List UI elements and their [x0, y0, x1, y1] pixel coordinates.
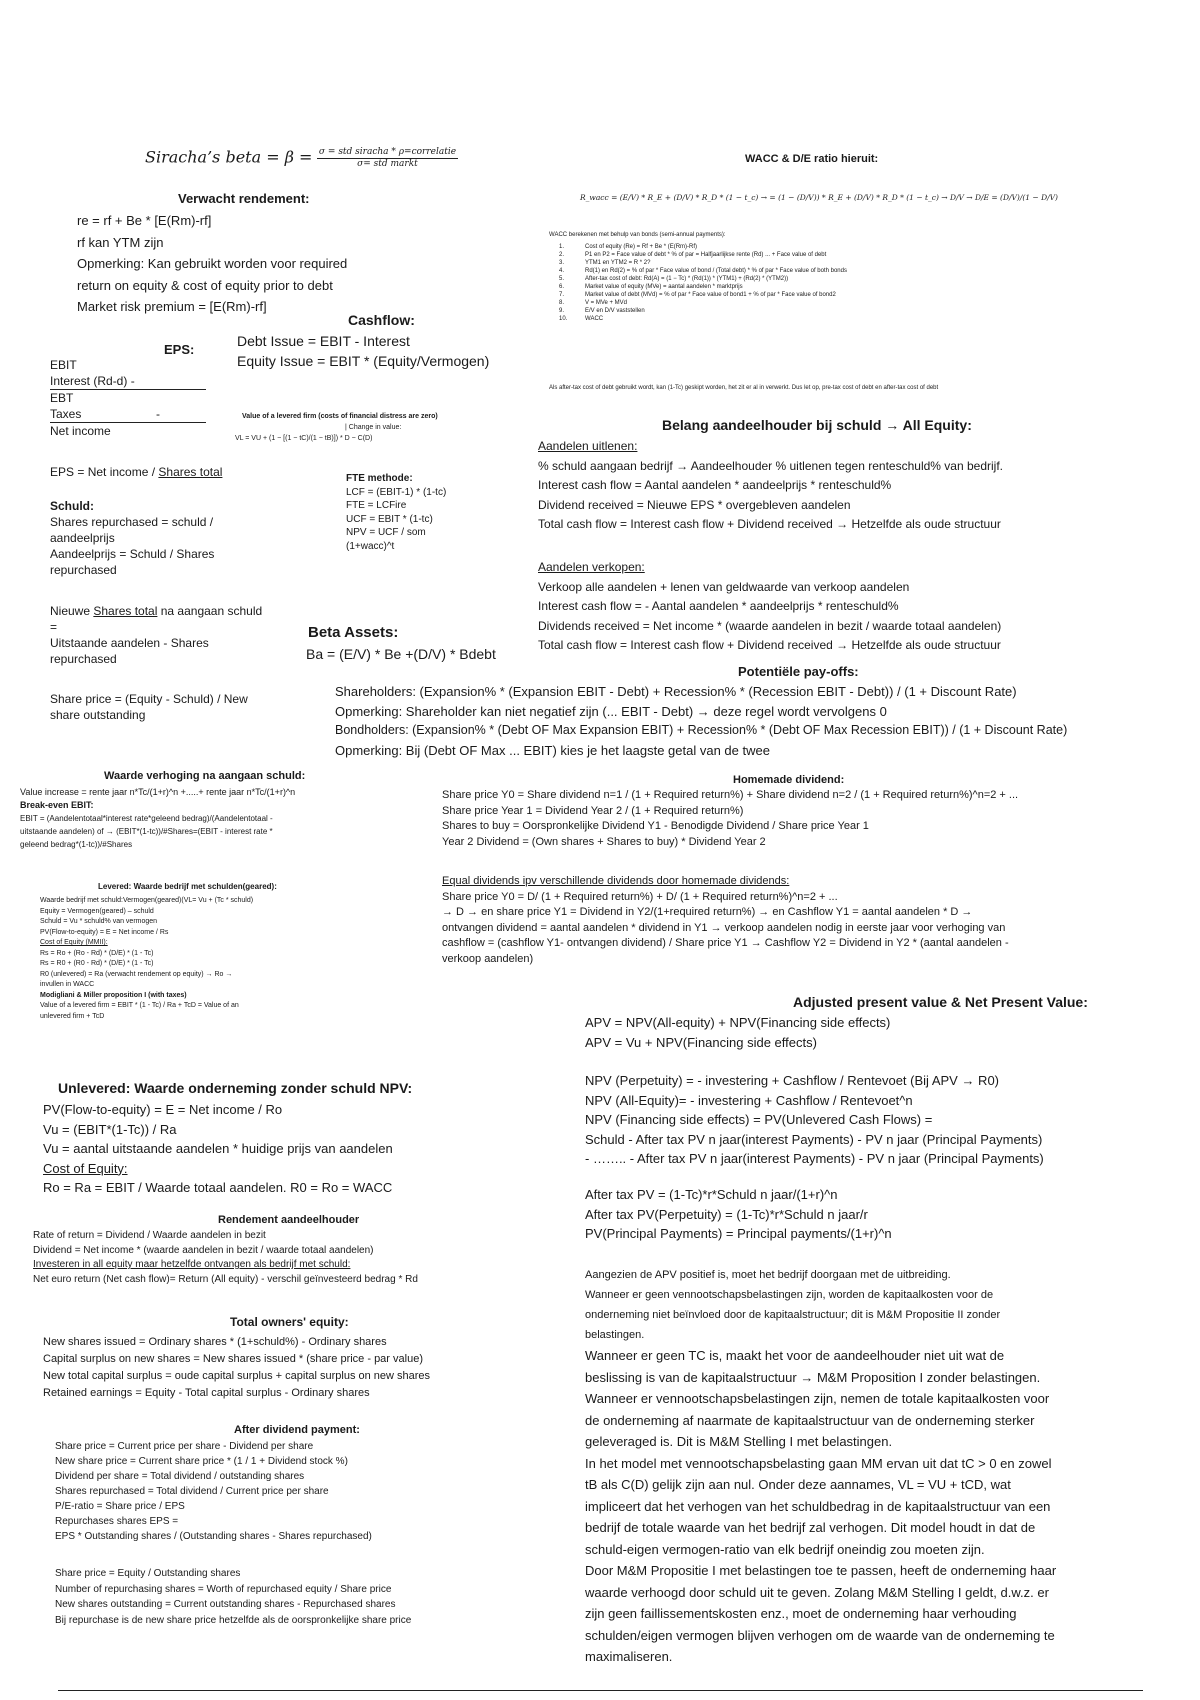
investeren-line: Net euro return (Net cash flow)= Return (All equity) - verschil geïnvesteerd bedrag * Rd	[33, 1273, 418, 1285]
afterdiv-line: Share price = Current price per share - Dividend per share	[55, 1441, 314, 1452]
apv-big-line: In het model met vennootschapsbelasting gaan MM ervan uit dat tC > 0 en zowel	[585, 1455, 1052, 1471]
schuld-title: Schuld:	[50, 499, 94, 513]
levered-line: Waarde bedrijf met schuld:Vermogen(geared)(VL= Vu + (Tc * schuld)	[40, 897, 254, 904]
owners-line: New shares issued = Ordinary shares * (1+schuld%) - Ordinary shares	[43, 1336, 387, 1348]
verwacht-title: Verwacht rendement:	[178, 191, 310, 206]
homemade-line: Share price Y0 = Share dividend n=1 / (1 + Required return%) + Share dividend n=2 / (1 + Required return%)^n=2 + ...	[442, 789, 1019, 801]
wacc-intro: WACC berekenen met behulp van bonds (semi-annual payments):	[549, 232, 726, 238]
apv-body-2	[585, 1071, 1044, 1169]
apv-big-line: zijn geen faillissementskosten enz., moet de onderneming haar verhouding	[585, 1606, 1017, 1621]
beta-lhs: Siracha’s beta = β =	[145, 147, 313, 167]
eps-minus: -	[156, 407, 160, 421]
verwacht-line: re = rf + Be * [E(Rm)-rf]	[77, 213, 212, 228]
afterdiv-line: Shares repurchased = Total dividend / Current price per share	[55, 1486, 329, 1497]
schuld-nieuwe-shares: Shares total	[93, 604, 158, 618]
apv-body-1	[585, 1013, 890, 1052]
cashflow-body	[237, 331, 489, 371]
uitlenen-line: Dividend received = Nieuwe EPS * overgebleven aandelen	[538, 497, 851, 512]
levered-firm-sub: | Change in value:	[345, 424, 402, 431]
apv-line: APV = Vu + NPV(Financing side effects)	[585, 1034, 817, 1050]
eps-row: EBT	[50, 391, 74, 405]
beta-fraction	[317, 147, 458, 170]
afterdiv-line: New share price = Current share price * (1 / 1 + Dividend stock %)	[55, 1456, 348, 1467]
npv-line: Schuld - After tax PV n jaar(interest Payments) - PV n jaar (Principal Payments)	[585, 1131, 1043, 1147]
apv-small-line: Aangezien de APV positief is, moet het bedrijf doorgaan met de uitbreiding.	[585, 1269, 951, 1281]
apv-big-line: schuld-eigen vermogen-ratio van elk bedrijf oneindig zou moeten zijn.	[585, 1541, 985, 1557]
cashflow-line: Debt Issue = EBIT - Interest	[237, 333, 410, 349]
levered-line: Equity = Vermogen(geared) – schuld	[40, 907, 154, 915]
eps-formula-text: EPS = Net income /	[50, 465, 159, 479]
afterdiv-body	[55, 1439, 372, 1544]
after-tax-line: PV(Principal Payments) = Principal payments/(1+r)^n	[585, 1226, 892, 1241]
homemade-title: Homemade dividend:	[733, 774, 845, 786]
verkopen-line: Total cash flow = Interest cash flow + Dividend received → Hetzelfde als oude structuur	[538, 638, 1001, 652]
wacc-title: WACC & D/E ratio hieruit:	[745, 153, 879, 165]
schuld-nieuwe-a: Nieuwe	[50, 604, 94, 618]
coe-line: Rs = R0 + (R0 - Rd) * (D/E) * (1 - Tc)	[40, 960, 154, 967]
afterdiv-body-2	[55, 1566, 411, 1628]
fte-line: (1+wacc)^t	[346, 540, 395, 552]
apv-big-line: Door M&M Propositie I met belastingen toe te passen, heeft de onderneming haar	[585, 1563, 1057, 1578]
share-price-line: share outstanding	[50, 708, 146, 722]
apv-big-line: de onderneming af naarmate de kapitaalstructuur van de onderneming sterker	[585, 1412, 1035, 1428]
beta-numerator: σ = std siracha * ρ=correlatie	[318, 147, 457, 157]
after-tax-line: After tax PV(Perpetuity) = (1-Tc)*r*Schuld n jaar/r	[585, 1206, 868, 1222]
break-even-line: geleend bedrag*(1-tc))/#Shares	[20, 840, 133, 849]
homemade-body	[442, 788, 1018, 850]
apv-big-line: schulden/eigen vermogen blijven verhogen om de waarde van de onderneming te	[585, 1627, 1055, 1643]
apv-big-line: tB als C(D) gelijk zijn aan nul. Onder deze aannames, VL = VU + tCD, wat	[585, 1477, 1011, 1492]
waarde-body	[20, 786, 295, 851]
eps-formula	[50, 465, 222, 480]
levered-geared-body	[40, 896, 253, 1022]
wacc-step: 7. Market value of debt (MVd) = % of par * Face value of bond1 + % of par * Face value of bond2	[559, 292, 836, 298]
unlevered-coe-title: Cost of Equity:	[43, 1160, 128, 1176]
rendement-line: Dividend = Net income * (waarde aandelen in bezit / waarde totaal aandelen)	[33, 1244, 374, 1256]
payoffs-body	[335, 682, 1067, 760]
afterdiv-line: Share price = Equity / Outstanding shares	[55, 1568, 241, 1579]
payoff-line: Opmerking: Shareholder kan niet negatief zijn (... EBIT - Debt) → deze regel wordt vervolgens 0	[335, 703, 887, 719]
wacc-step: 4. Rd(1) en Rd(2) = % of par * Face value of bond / (Total debt) * % of par * Face value of both bonds	[559, 268, 847, 274]
npv-line: NPV (Financing side effects) = PV(Unlevered Cash Flows) =	[585, 1112, 933, 1127]
wacc-step: 1. Cost of equity (Re) = Rf + Be * (E(Rm)-Rf)	[559, 244, 698, 250]
coe-line: invullen in WACC	[40, 981, 95, 988]
verkopen-line: Interest cash flow = - Aantal aandelen * aandeelprijs * renteschuld%	[538, 599, 899, 613]
eps-title: EPS:	[164, 342, 195, 357]
fte-title: FTE methode:	[346, 473, 413, 484]
owners-line: Capital surplus on new shares = New shares issued * (share price - par value)	[43, 1353, 423, 1365]
apv-big-line: waarde verhoogd door schuld uit te geven. Zolang M&M Stelling I geldt, d.w.z. er	[585, 1584, 1049, 1600]
siracha-beta-formula	[145, 147, 458, 170]
after-tax-line: After tax PV = (1-Tc)*r*Schuld n jaar/(1+r)^n	[585, 1187, 838, 1202]
apv-big-line: maximaliseren.	[585, 1649, 673, 1664]
schuld-line: Aandeelprijs = Schuld / Shares	[50, 547, 215, 561]
afterdiv-line: EPS * Outstanding shares / (Outstanding shares - Shares repurchased)	[55, 1531, 372, 1542]
verwacht-line: Opmerking: Kan gebruikt worden voor required	[77, 256, 348, 271]
apv-big-line: Wanneer er vennootschapsbelastingen zijn, nemen de totale kapitaalkosten voor	[585, 1391, 1050, 1406]
eps-row-taxes	[50, 406, 206, 423]
uitlenen-title: Aandelen uitlenen:	[538, 439, 638, 453]
unlevered-body	[43, 1100, 393, 1198]
owners-title: Total owners' equity:	[230, 1315, 349, 1329]
afterdiv-line: Number of repurchasing shares = Worth of repurchased equity / Share price	[55, 1583, 392, 1595]
fte-block	[346, 472, 446, 553]
uitlenen-line: Interest cash flow = Aantal aandelen * aandeelprijs * renteschuld%	[538, 478, 892, 492]
verkopen-line: Verkoop alle aandelen + lenen van geldwaarde van verkoop aandelen	[538, 579, 910, 594]
apv-small-line: onderneming niet beïnvloed door de kapitaalstructuur; dit is M&M Propositie II zonder	[585, 1309, 1001, 1321]
afterdiv-line: Repurchases shares EPS =	[55, 1516, 179, 1527]
mm-title: Modigliani & Miller proposition I (with taxes)	[40, 991, 187, 999]
waarde-title: Waarde verhoging na aangaan schuld:	[104, 770, 306, 782]
page-bottom-rule	[58, 1690, 1143, 1691]
coe-mm-title: Cost of Equity (MMII):	[40, 939, 108, 946]
apv-small-line: Wanneer er geen vennootschapsbelastingen zijn, worden de kapitaalkosten voor de	[585, 1289, 994, 1301]
rendement-body	[33, 1229, 418, 1287]
apv-body-3	[585, 1185, 892, 1244]
apv-big-text	[585, 1345, 1056, 1668]
coe-line: Rs = Ro + (Ro - Rd) * (D/E) * (1 - Tc)	[40, 949, 154, 957]
verwacht-line: return on equity & cost of equity prior to debt	[77, 277, 333, 293]
eps-row-label: Taxes	[50, 407, 82, 421]
apv-big-line: geleveraged is. Dit is M&M Stelling I met belastingen.	[585, 1434, 893, 1449]
unlevered-coe: Ro = Ra = EBIT / Waarde totaal aandelen. R0 = Ro = WACC	[43, 1180, 393, 1195]
owners-body	[43, 1334, 430, 1402]
apv-small-line: belastingen.	[585, 1329, 645, 1341]
coe-line: R0 (unlevered) = Ra (verwacht rendement op equity) → Ro →	[40, 970, 233, 978]
belang-verkopen	[538, 558, 1001, 656]
levered-geared-title: Levered: Waarde bedrijf met schulden(geared):	[98, 882, 277, 891]
apv-big-line: Wanneer er geen TC is, maakt het voor de aandeelhouder niet uit wat de	[585, 1348, 1005, 1363]
verwacht-body	[77, 210, 347, 318]
unlevered-title: Unlevered: Waarde onderneming zonder schuld NPV:	[58, 1080, 413, 1096]
wacc-steps	[559, 243, 1079, 323]
cashflow-line: Equity Issue = EBIT * (Equity/Vermogen)	[237, 353, 490, 369]
fte-line: NPV = UCF / som	[346, 527, 426, 538]
investeren-title: Investeren in all equity maar hetzelfde ontvangen als bedrijf met schuld:	[33, 1259, 351, 1270]
rendement-line: Rate of return = Dividend / Waarde aandelen in bezit	[33, 1230, 266, 1241]
schuld-block	[50, 498, 310, 578]
npv-line: NPV (All-Equity)= - investering + Cashflow / Rentevoet^n	[585, 1092, 913, 1108]
beta-assets-formula: Ba = (E/V) * Be +(D/V) * Bdebt	[306, 646, 496, 662]
eps-row: Interest (Rd-d) -	[50, 373, 206, 390]
equal-line: Share price Y0 = D/ (1 + Required return%) + D/ (1 + Required return%)^n=2 + ...	[442, 890, 838, 903]
payoffs-title: Potentiële pay-offs:	[738, 664, 859, 679]
equal-line: → D → en share price Y1 = Dividend in Y2/(1+required return%) → en Cashflow Y1 = aantal aandelen * D →	[442, 906, 973, 918]
afterdiv-line: Dividend per share = Total dividend / outstanding shares	[55, 1471, 305, 1482]
homemade-line: Year 2 Dividend = (Own shares + Shares to buy) * Dividend Year 2	[442, 835, 766, 848]
schuld-nieuwe-c: na aangaan schuld	[157, 604, 263, 618]
levered-line: PV(Flow-to-equity) = E = Net income / Rs	[40, 928, 169, 936]
schuld-line: Shares repurchased = schuld /	[50, 515, 214, 529]
apv-line: APV = NPV(All-equity) + NPV(Financing side effects)	[585, 1015, 891, 1030]
owners-line: Retained earnings = Equity - Total capital surplus - Ordinary shares	[43, 1387, 370, 1399]
levered-firm-title: Value of a levered firm (costs of financial distress are zero)	[242, 413, 438, 420]
wacc-step: 8. V = MVe + MVd	[559, 300, 628, 306]
apv-big-line: bedrijf de totale waarde van het bedrijf zal verhogen. Dit model houdt in dat de	[585, 1520, 1036, 1535]
mm-line: unlevered firm + TcD	[40, 1012, 105, 1020]
schuld-uitstaande: Uitstaande aandelen - Shares	[50, 636, 209, 650]
equal-title: Equal dividends ipv verschillende dividends door homemade dividends:	[442, 875, 790, 887]
apv-big-line: beslissing is van de kapitaalstructuur → M&M Proposition I zonder belastingen.	[585, 1369, 1041, 1385]
schuld-share-price	[50, 691, 248, 723]
npv-line: - …….. - After tax PV n jaar(interest Payments) - PV n jaar (Principal Payments)	[585, 1151, 1044, 1166]
wacc-formula: R_wacc = (E/V) * R_E + (D/V) * R_D * (1 − t_c) → = (1 − (D/V)) * R_E + (D/V) * R_D * (1 − t_c) → D/V → D/E = (D/V)/(1 − D/V)	[580, 193, 1058, 202]
break-even-line: uitstaande aandelen) of → (EBIT*(1-tc))/#Shares=(EBIT - interest rate *	[20, 827, 273, 836]
eps-row: EBIT	[50, 358, 77, 372]
rendement-title: Rendement aandeelhouder	[218, 1214, 360, 1226]
payoff-line: Opmerking: Bij (Debt OF Max ... EBIT) kies je het laagste getal van de twee	[335, 742, 770, 758]
owners-line: New total capital surplus = oude capital surplus + capital surplus on new shares	[43, 1370, 431, 1382]
verwacht-line: Market risk premium = [E(Rm)-rf]	[77, 299, 267, 314]
equal-line: ontvangen dividend = aantal aandelen * dividend in Y1 → verkoop aandelen nodig in eerste jaar voor verhoging van	[442, 921, 1006, 934]
wacc-note: Als after-tax cost of debt gebruikt wordt, kan (1-Tc) geskipt worden, het zit er al in verwerkt. Dus let op, pre-tax cost of debt en after-tax cost of debt	[549, 385, 939, 391]
verwacht-line: rf kan YTM zijn	[77, 234, 164, 250]
belang-uitlenen	[538, 437, 1003, 535]
schuld-line: repurchased	[50, 563, 117, 577]
wacc-step: 6. Market value of equity (MVe) = aantal aandelen * marktprijs	[559, 284, 743, 290]
wacc-step: 9. E/V en D/V vaststellen	[559, 308, 645, 314]
homemade-line: Share price Year 1 = Dividend Year 2 / (1 + Required return%)	[442, 804, 744, 817]
eps-formula-shares: Shares total	[158, 465, 223, 479]
mm-line: Value of a levered firm = EBIT * (1 - Tc) / Ra + TcD = Value of an	[40, 1002, 239, 1009]
schuld-nieuwe	[50, 603, 262, 667]
payoff-line: Bondholders: (Expansion% * (Debt OF Max Expansion EBIT) + Recession% * (Debt OF Max Recession EBIT)) / (1 + Discount Rate)	[335, 723, 1068, 737]
waarde-line: Value increase = rente jaar n*Tc/(1+r)^n +.....+ rente jaar n*Tc/(1+r)^n	[20, 787, 296, 797]
cashflow-title: Cashflow:	[348, 312, 415, 328]
verkopen-title: Aandelen verkopen:	[538, 560, 645, 574]
fte-line: LCF = (EBIT-1) * (1-tc)	[346, 486, 447, 498]
belang-title: Belang aandeelhouder bij schuld → All Equity:	[662, 417, 972, 433]
beta-denominator: σ= std markt	[357, 159, 418, 169]
share-price-line: Share price = (Equity - Schuld) / New	[50, 692, 248, 706]
beta-assets-title: Beta Assets:	[308, 624, 399, 641]
afterdiv-line: New shares outstanding = Current outstanding shares - Repurchased shares	[55, 1599, 396, 1610]
fte-line: UCF = EBIT * (1-tc)	[346, 513, 433, 525]
apv-big-line: impliceert dat het verhogen van het schuldbedrag in de kapitaalstructuur van een	[585, 1498, 1051, 1514]
schuld-eq: =	[50, 620, 58, 634]
unlevered-line: PV(Flow-to-equity) = E = Net income / Ro	[43, 1102, 283, 1117]
equal-line: verkoop aandelen)	[442, 952, 534, 965]
afterdiv-title: After dividend payment:	[234, 1424, 360, 1436]
equal-dividends	[442, 874, 1009, 967]
levered-firm-formula: VL = VU + (1 − [(1 − tC)/(1 − tB)]) * D − C(D)	[235, 435, 373, 442]
schuld-uitstaande: repurchased	[50, 652, 117, 666]
unlevered-line: Vu = (EBIT*(1-Tc)) / Ra	[43, 1121, 177, 1137]
wacc-step: 10. WACC	[559, 316, 604, 322]
wacc-step: 3. YTM1 en YTM2 = R * 2?	[559, 260, 651, 266]
schuld-line: aandeelprijs	[50, 531, 115, 545]
equal-line: cashflow = (cashflow Y1- ontvangen dividend) / Share price Y1 → Cashflow Y2 = Dividend in Y2 * (aantal aandelen -	[442, 937, 1009, 949]
payoff-line: Shareholders: (Expansion% * (Expansion EBIT - Debt) + Recession% * (Recession EBIT - Debt)) / (1 + Discount Rate)	[335, 684, 1017, 699]
afterdiv-line: Bij repurchase is de new share price hetzelfde als de oorspronkelijke share price	[55, 1614, 412, 1626]
fte-line: FTE = LCFire	[346, 500, 407, 511]
afterdiv-line: P/E-ratio = Share price / EPS	[55, 1501, 185, 1512]
homemade-line: Shares to buy = Oorspronkelijke Dividend Y1 - Benodigde Dividend / Share price Year 1	[442, 820, 869, 832]
npv-line: NPV (Perpetuity) = - investering + Cashflow / Rentevoet (Bij APV → R0)	[585, 1073, 1000, 1088]
verkopen-line: Dividends received = Net income * (waarde aandelen in bezit / waarde totaal aandelen)	[538, 618, 1002, 633]
eps-table	[50, 357, 206, 439]
apv-title: Adjusted present value & Net Present Value:	[793, 994, 1088, 1010]
uitlenen-line: Total cash flow = Interest cash flow + Dividend received → Hetzelfde als oude structuur	[538, 517, 1001, 531]
wacc-step: 5. After-tax cost of debt: Rd(A) = (1 − Tc) * (Rd(1)) * (YTM1) + (Rd(2) * (YTM2))	[559, 276, 789, 282]
unlevered-line: Vu = aantal uitstaande aandelen * huidige prijs van aandelen	[43, 1141, 393, 1156]
break-even-line: EBIT = (Aandelentotaal*interest rate*geleend bedrag)/(Aandelentotaal -	[20, 814, 273, 823]
eps-row: Net income	[50, 424, 111, 438]
break-even-title: Break-even EBIT:	[20, 800, 94, 810]
wacc-step: 2. P1 en P2 = Face value of debt * % of par = Halfjaarlijkse rente (Rd) ... + Face value of debt	[559, 252, 827, 258]
levered-line: Schuld = Vu * schuld% van vermogen	[40, 918, 158, 925]
uitlenen-line: % schuld aangaan bedrijf → Aandeelhouder % uitlenen tegen renteschuld% van bedrijf.	[538, 458, 1003, 473]
apv-small-text	[585, 1265, 1000, 1345]
